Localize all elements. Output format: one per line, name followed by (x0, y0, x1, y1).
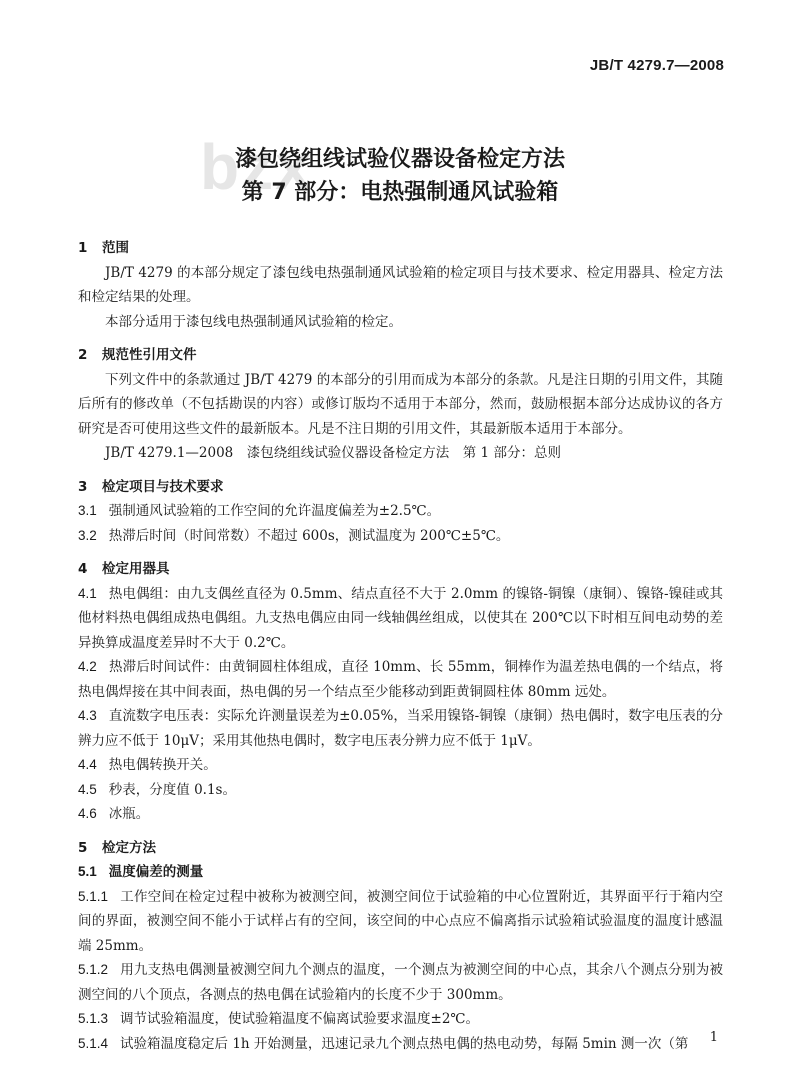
document-body (78, 236, 723, 1056)
page-number: 1 (709, 1030, 718, 1045)
subsection-title: 温度偏差的测量 (108, 864, 204, 880)
clause-text: 工作空间在检定过程中被称为被测空间，被测空间位于试验箱的中心位置附近，其界面平行于箱内空间的界面，被测空间不能小于试样占有的空间，该空间的中心点应不偏离指示试验箱试验温度的温度计感温端 25mm。 (78, 888, 723, 954)
clause (78, 524, 723, 549)
clause-text: 秒表，分度值 0.1s。 (108, 781, 236, 798)
clause-number: 4.6 (78, 806, 97, 821)
clause (78, 704, 723, 753)
clause-number: 5.1.1 (78, 888, 109, 904)
clause-number: 4.3 (78, 708, 97, 723)
clause-number: 4.5 (78, 781, 97, 797)
clause-text: 热电偶转换开关。 (108, 757, 217, 773)
clause-text: 调节试验箱温度，使试验箱温度不偏离试验要求温度±2℃。 (120, 1011, 480, 1027)
section-heading (78, 557, 723, 582)
subsection-number: 5.1 (78, 864, 97, 879)
section-heading (78, 236, 723, 261)
clause (78, 778, 723, 803)
clause (78, 655, 723, 704)
clause-number: 3.1 (78, 503, 97, 518)
reference-entry: JB/T 4279.1—2008 漆包绕组线试验仪器设备检定方法 第 1 部分：总则 (105, 445, 561, 461)
clause (78, 499, 723, 524)
section-title: 检定方法 (102, 839, 156, 856)
clause-text: 直流数字电压表：实际允许测量误差为±0.05%，当采用镍铬-铜镍（康铜）热电偶时，数字电压表的分辨力应不低于 10μV；采用其他热电偶时，数字电压表分辨力应不低于 1μV。 (78, 708, 723, 749)
clause-text: 热滞后时间（时间常数）不超过 600s，测试温度为 200℃±5℃。 (108, 527, 510, 544)
section-number: 2 (78, 347, 88, 363)
clause-text: 强制通风试验箱的工作空间的允许温度偏差为±2.5℃。 (108, 503, 441, 519)
document-subtitle: 第 7 部分：电热强制通风试验箱 (241, 180, 559, 205)
clause (78, 753, 723, 778)
paragraph: 下列文件中的条款通过 JB/T 4279 的本部分的引用而成为本部分的条款。凡是注日期的引用文件，其随后所有的修改单（不包括勘误的内容）或修订版均不适用于本部分，然而，鼓励根据本部分达成协议的各方研究是否可使用这些文件的最新版本。凡是不注日期的引用文件，其最新版本适用于本部分。 (78, 371, 723, 437)
section-number: 3 (78, 478, 88, 495)
document-title: 漆包绕组线试验仪器设备检定方法 (234, 147, 565, 172)
paragraph: 本部分适用于漆包线电热强制通风试验箱的检定。 (105, 313, 402, 330)
watermark: bzx (200, 131, 313, 203)
clause (78, 802, 723, 827)
clause (78, 885, 723, 959)
paragraph: JB/T 4279 的本部分规定了漆包线电热强制通风试验箱的检定项目与技术要求、检定用器具、检定方法和检定结果的处理。 (78, 264, 723, 305)
section-number: 5 (78, 839, 88, 856)
clause-number: 5.1.3 (78, 1011, 109, 1026)
section-title: 检定用器具 (102, 561, 170, 577)
standard-number: JB/T 4279.7—2008 (589, 57, 724, 74)
section-number: 4 (78, 561, 88, 577)
section-title: 范围 (102, 240, 129, 256)
clause-text: 热电偶组：由九支偶丝直径为 0.5mm、结点直径不大于 2.0mm 的镍铬-铜镍（康铜）、镍铬-镍硅或其他材料热电偶组成热电偶组。九支热电偶应由同一线轴偶丝组成，以使其在 200℃以下时相互间电动势的差异换算成温度差异时不大于 0.2℃。 (78, 585, 723, 651)
clause-number: 4.2 (78, 659, 97, 674)
clause (78, 1007, 723, 1032)
clause-text: 冰瓶。 (108, 806, 150, 822)
section-heading (78, 836, 723, 861)
section-heading (78, 475, 723, 500)
clause-text: 试验箱温度稳定后 1h 开始测量，迅速记录九个测点热电偶的热电动势，每隔 5min 测一次（第 (120, 1035, 689, 1052)
section-heading (78, 343, 723, 368)
clause-text: 热滞后时间试件：由黄铜圆柱体组成，直径 10mm、长 55mm，铜棒作为温差热电偶的一个结点，将热电偶焊接在其中间表面，热电偶的另一个结点至少能移动到距黄铜圆柱体 80mm 远处。 (78, 659, 723, 700)
section-number: 1 (78, 240, 88, 256)
clause-text: 用九支热电偶测量被测空间九个测点的温度，一个测点为被测空间的中心点，其余八个测点分别为被测空间的八个顶点，各测点的热电偶在试验箱内的长度不少于 300mm。 (78, 962, 723, 1003)
section-title: 规范性引用文件 (102, 347, 197, 363)
section-title: 检定项目与技术要求 (102, 478, 224, 495)
clause (78, 582, 723, 656)
subsection-heading (78, 860, 723, 885)
clause-number: 4.1 (78, 585, 97, 601)
clause (78, 1032, 723, 1057)
clause-number: 5.1.2 (78, 962, 109, 977)
clause-number: 4.4 (78, 757, 97, 772)
clause-number: 3.2 (78, 527, 97, 543)
clause-number: 5.1.4 (78, 1035, 109, 1051)
clause (78, 958, 723, 1007)
